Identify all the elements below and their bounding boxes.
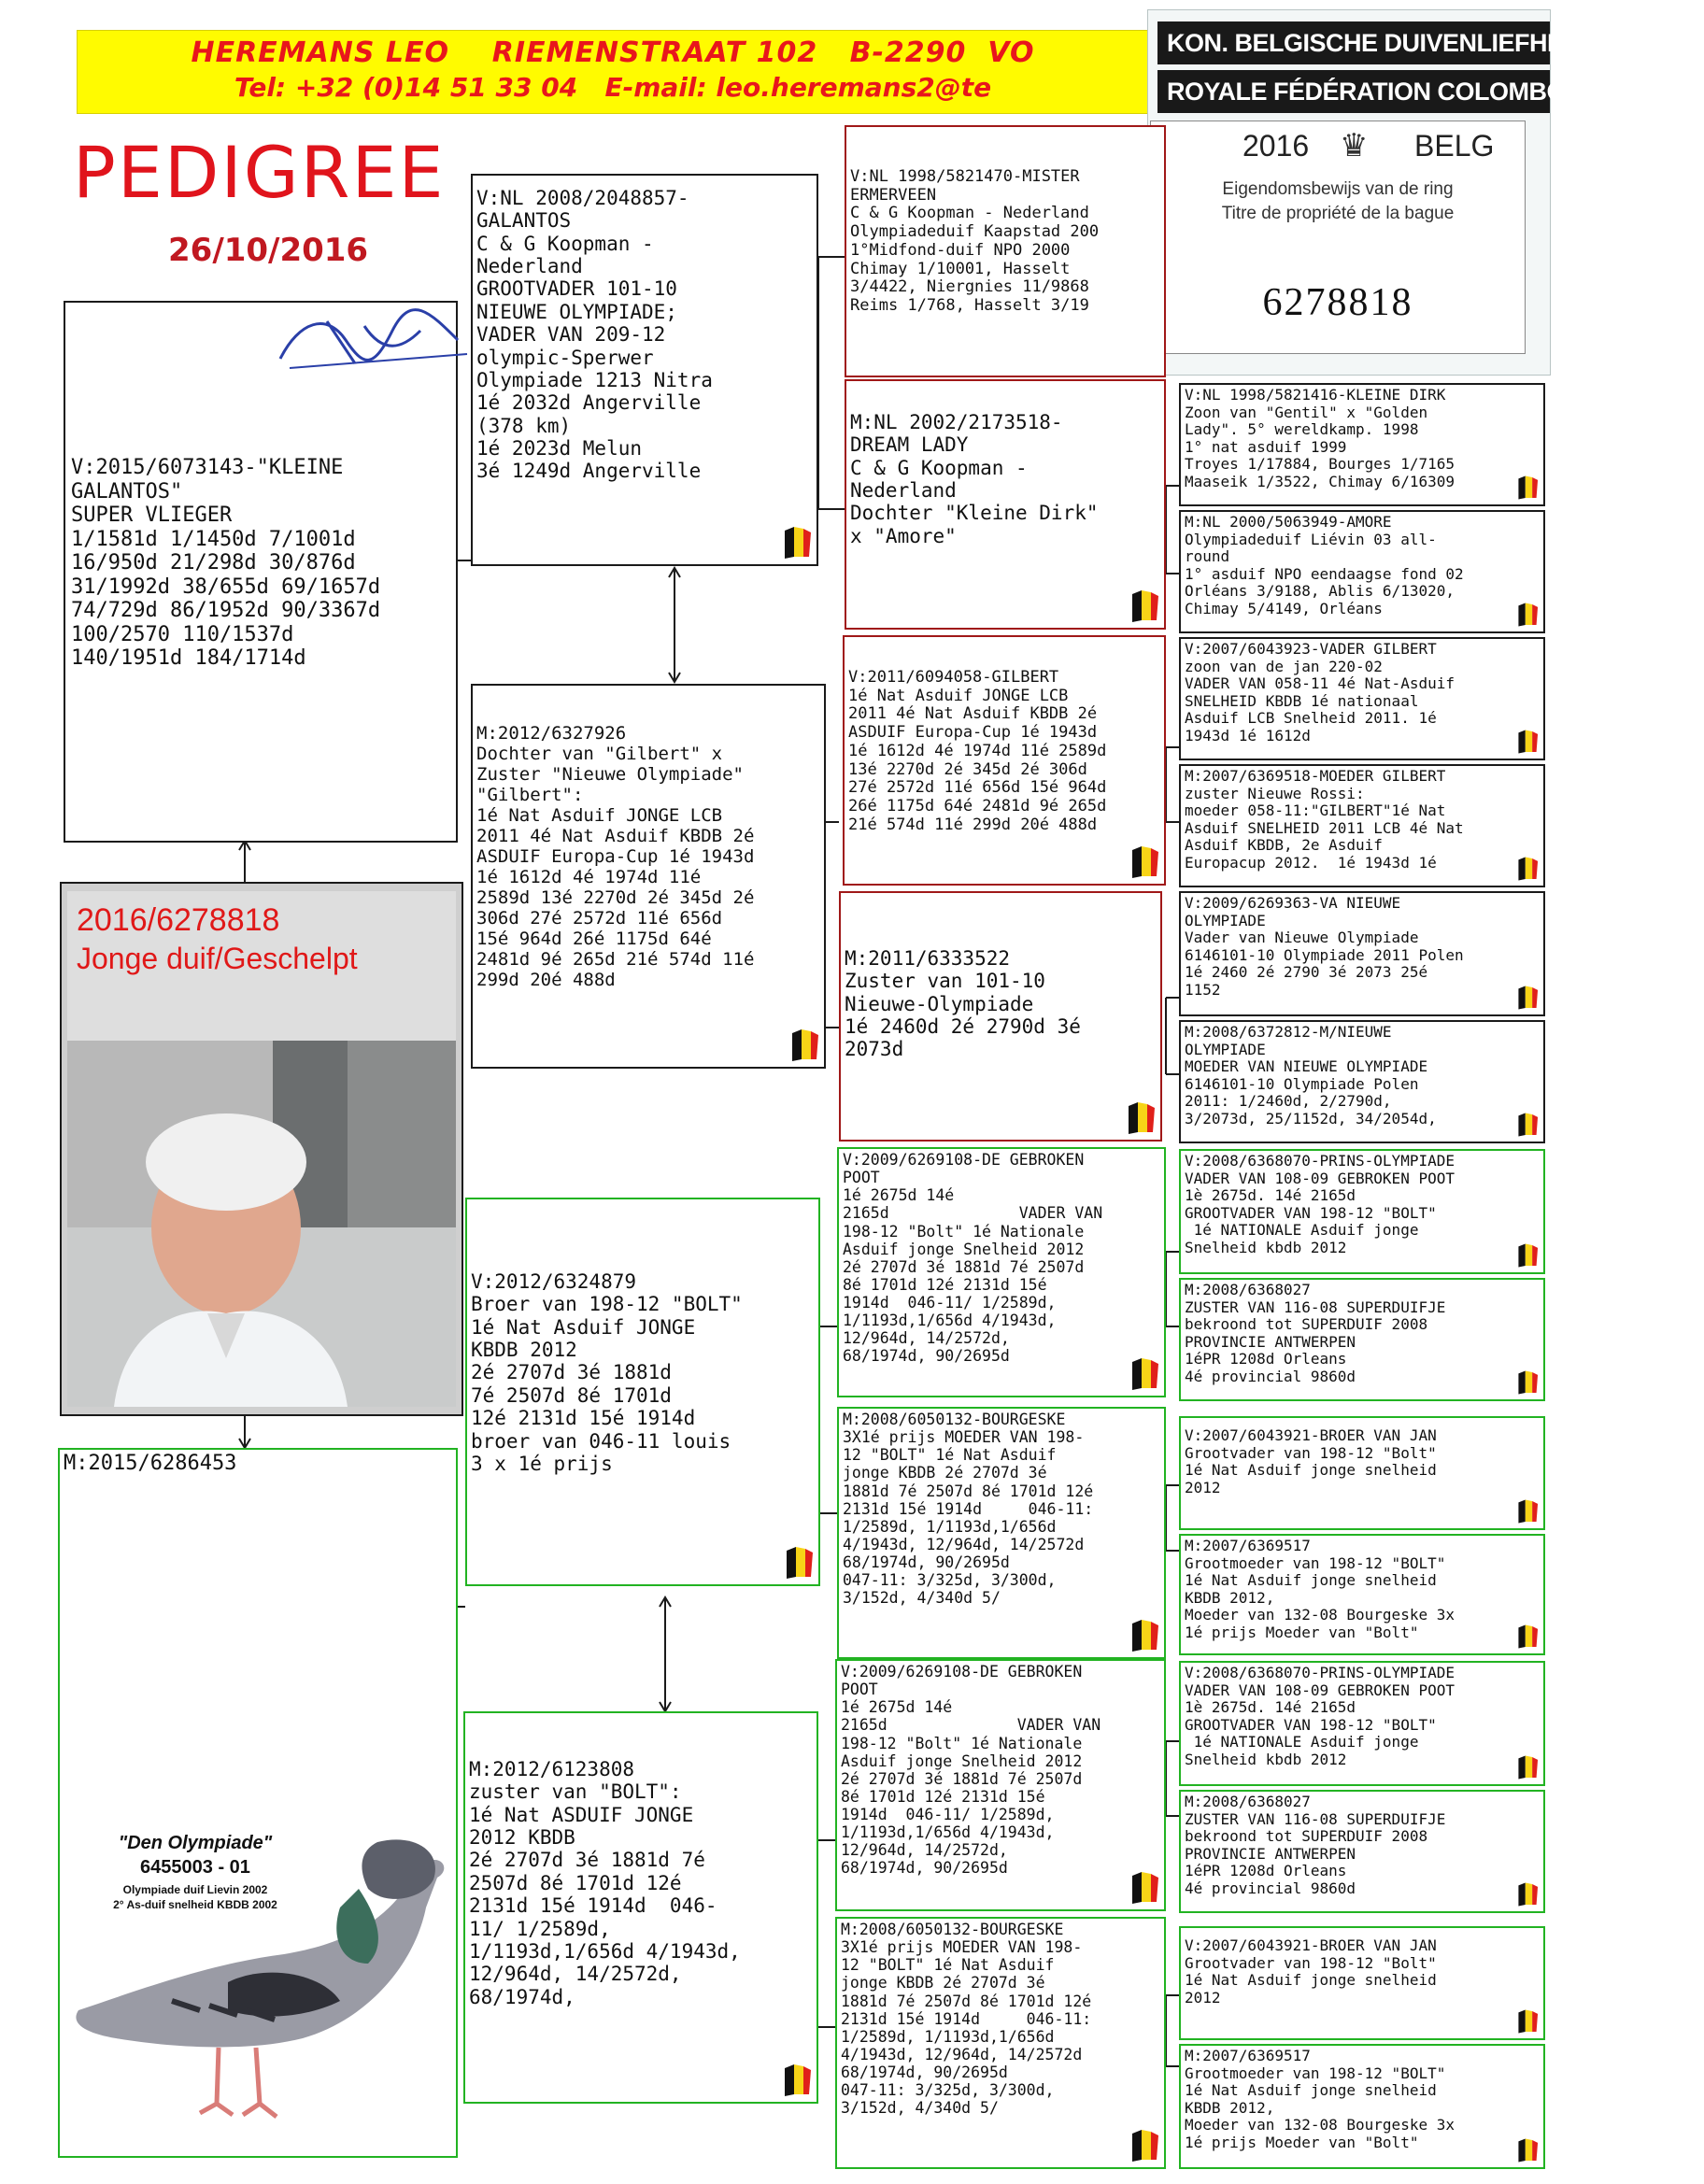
ring-country: BELG bbox=[1414, 129, 1495, 163]
belgian-flag-icon bbox=[1129, 844, 1160, 880]
olympiade-name: "Den Olympiade" bbox=[118, 1833, 273, 1853]
dd-text: M:2012/6123808 zuster van "BOLT": 1é Nat ASDUIF JONGE 2012 KBDB 2é 2707d 3é 1881d 7é 2507d 8é 1701d 12é 2131d 15é 1914d 046- 11/ 1/2589d, 1/1193d,1/656d 4/1943d, 12/964d, 14/2572d, 68/1974d, bbox=[469, 1758, 741, 2008]
g4-box-1 bbox=[1179, 383, 1545, 506]
ring-year: 2016 bbox=[1242, 129, 1310, 163]
dsd-text: M:2008/6050132-BOURGESKE 3X1é prijs MOEDER VAN 198- 12 "BOLT" 1é Nat Asduif jonge KBDB 2é 2707d 3é 1881d 7é 2507d 8é 1701d 12é 2131d 15é 1914d 046-11: 1/2589d, 1/1193d,1/656d 4/1943d, 12/964d, 14/2572d 68/1974d, 90/2695d 047-11: 3/325d, 3/300d, 3/152d, 4/340d 5/ bbox=[843, 1411, 1094, 1608]
g4-box-10 bbox=[1179, 1534, 1545, 1655]
sds-box bbox=[843, 635, 1166, 886]
g4-box-9 bbox=[1179, 1416, 1545, 1530]
ds-text: V:2012/6324879 Broer van 198-12 "BOLT" 1é Nat Asduif JONGE KBDB 2012 2é 2707d 3é 1881d 7é 2507d 8é 1701d 12é 2131d 15é 1914d broer van 046-11 louis 3 x 1é prijs bbox=[471, 1270, 743, 1475]
sdd-box bbox=[839, 891, 1162, 1142]
belgian-flag-icon bbox=[1515, 1754, 1540, 1780]
dds-text: V:2009/6269108-DE GEBROKEN POOT 1é 2675d 14é 2165d VADER VAN 198-12 "Bolt" 1é Nationale Asduif jonge Snelheid 2012 2é 2707d 3é 1881d 7é 2507d 8é 1701d 12é 2131d 15é 1914d 046-11/ 1/2589d, 1/1193d,1/656d 4/1943d, 12/964d, 14/2572d, 68/1974d, 90/2695d bbox=[841, 1663, 1101, 1878]
g4-box-3 bbox=[1179, 637, 1545, 760]
belgian-flag-icon bbox=[781, 525, 813, 560]
belgian-flag-icon bbox=[1515, 729, 1540, 755]
g4-text-11: V:2008/6368070-PRINS-OLYMPIADE VADER VAN 108-09 GEBROKEN POOT 1è 2675d. 14é 2165d GROOTVADER VAN 198-12 "BOLT" 1é NATIONALE Asduif jonge Snelheid kbdb 2012 bbox=[1185, 1664, 1455, 1768]
belgian-flag-icon bbox=[1515, 2008, 1540, 2035]
dds-box bbox=[835, 1659, 1166, 1911]
g4-text-3: V:2007/6043923-VADER GILBERT zoon van de jan 220-02 VADER VAN 058-11 4é Nat-Asduif SNELHEID KBDB 1é nationaal Asduif LCB Snelheid 2011. 1é 1943d 1é 1612d bbox=[1185, 640, 1455, 745]
belgian-flag-icon bbox=[1125, 1100, 1157, 1136]
subject-description: Jonge duif/Geschelpt bbox=[77, 942, 358, 975]
belgian-flag-icon bbox=[1515, 856, 1540, 882]
belgian-flag-icon bbox=[1515, 1112, 1540, 1138]
belgian-flag-icon bbox=[1129, 1618, 1160, 1653]
sire-box bbox=[64, 301, 458, 843]
g4-text-5: V:2009/6269363-VA NIEUWE OLYMPIADE Vader van Nieuwe Olympiade 6146101-10 Olympiade 2011 Polen 1é 2460 2é 2790 3é 2073 25é 1152 bbox=[1185, 894, 1464, 999]
g4-text-9: V:2007/6043921-BROER VAN JAN Grootvader van 198-12 "Bolt" 1é Nat Asduif jonge snelheid 2012 bbox=[1185, 1426, 1437, 1496]
signature-icon bbox=[271, 303, 476, 377]
belgian-flag-icon bbox=[1129, 1356, 1160, 1392]
g4-text-4: M:2007/6369518-MOEDER GILBERT zuster Nieuwe Rossi: moeder 058-11:"GILBERT"1é Nat Asduif SNELHEID 2011 LCB 4é Nat Asduif KBDB, 2e Asduif Europacup 2012. 1é 1943d 1é bbox=[1185, 767, 1464, 872]
belgian-flag-icon bbox=[1515, 2137, 1540, 2163]
g4-box-7 bbox=[1179, 1149, 1545, 1274]
belgian-flag-icon bbox=[1515, 1369, 1540, 1396]
page-title: PEDIGREE bbox=[73, 131, 446, 214]
g4-text-7: V:2008/6368070-PRINS-OLYMPIADE VADER VAN 108-09 GEBROKEN POOT 1è 2675d. 14é 2165d GROOTVADER VAN 198-12 "BOLT" 1é NATIONALE Asduif jonge Snelheid kbdb 2012 bbox=[1185, 1152, 1455, 1256]
olympiade-line1: Olympiade duif Lievin 2002 bbox=[122, 1883, 268, 1896]
belgian-flag-icon bbox=[1515, 602, 1540, 628]
ss-box bbox=[471, 174, 818, 566]
g4-text-13: V:2007/6043921-BROER VAN JAN Grootvader van 198-12 "Bolt" 1é Nat Asduif jonge snelheid 2012 bbox=[1185, 1936, 1437, 2007]
ssd-box bbox=[845, 379, 1166, 630]
breeder-header bbox=[77, 30, 1149, 114]
belgian-flag-icon bbox=[1515, 1242, 1540, 1269]
g4-text-10: M:2007/6369517 Grootmoeder van 198-12 "BOLT" 1é Nat Asduif jonge snelheid KBDB 2012, Moeder van 132-08 Bourgeske 3x 1é prijs Moeder van "Bolt" bbox=[1185, 1537, 1455, 1641]
g4-box-4 bbox=[1179, 764, 1545, 887]
crown-icon: ♛ bbox=[1340, 127, 1369, 164]
sd-box bbox=[471, 684, 826, 1069]
g4-text-8: M:2008/6368027 ZUSTER VAN 116-08 SUPERDUIFJE bekroond tot SUPERDUIF 2008 PROVINCIE ANTWERPEN 1éPR 1208d Orleans 4é provincial 9860d bbox=[1185, 1281, 1446, 1385]
sire-text: V:2015/6073143-"KLEINE GALANTOS" SUPER VLIEGER 1/1581d 1/1450d 7/1001d 16/950d 21/298d 30/876d 31/1992d 38/655d 69/1657d 74/729d 86/1952d 90/3367d 100/2570 110/1537d 140/1951d 184/1714d bbox=[71, 456, 381, 671]
ds-box bbox=[465, 1198, 820, 1586]
belgian-flag-icon bbox=[1129, 589, 1160, 624]
breeder-contact: Tel: +32 (0)14 51 33 04 E-mail: leo.heremans2@te bbox=[234, 72, 992, 103]
g4-text-12: M:2008/6368027 ZUSTER VAN 116-08 SUPERDUIFJE bekroond tot SUPERDUIF 2008 PROVINCIE ANTWERPEN 1éPR 1208d Orleans 4é provincial 9860d bbox=[1185, 1793, 1446, 1897]
dsd-box bbox=[837, 1407, 1166, 1659]
belgian-flag-icon bbox=[783, 1545, 815, 1581]
sd-text: M:2012/6327926 Dochter van "Gilbert" x Zuster "Nieuwe Olympiade" "Gilbert": 1é Nat Asduif JONGE LCB 2011 4é Nat Asduif KBDB 2é ASDUIF Europa-Cup 1é 1943d 1é 1612d 4é 1974d 11é 2589d 13é 2270d 2é 345d 2é 306d 27é 2572d 11é 656d 15é 964d 26é 1175d 64é 2481d 9é 265d 21é 574d 11é 299d 20é 488d bbox=[476, 723, 755, 991]
ddd-text: M:2008/6050132-BOURGESKE 3X1é prijs MOEDER VAN 198- 12 "BOLT" 1é Nat Asduif jonge KBDB 2é 2707d 3é 1881d 7é 2507d 8é 1701d 12é 2131d 15é 1914d 046-11: 1/2589d, 1/1193d,1/656d 4/1943d, 12/964d, 14/2572d 68/1974d, 90/2695d 047-11: 3/325d, 3/300d, 3/152d, 4/340d 5/ bbox=[841, 1921, 1092, 2118]
g4-box-2 bbox=[1179, 510, 1545, 633]
dam-ring: M:2015/6286453 bbox=[64, 1452, 237, 1475]
federation-name-fr: ROYALE FÉDÉRATION COLOMBOPHILE BEL bbox=[1157, 70, 1550, 113]
g4-box-14 bbox=[1179, 2044, 1545, 2169]
ssd-text: M:NL 2002/2173518- DREAM LADY C & G Koopman - Nederland Dochter "Kleine Dirk" x "Amore" bbox=[850, 411, 1099, 547]
sss-box bbox=[845, 125, 1166, 377]
breeder-address: HEREMANS LEO RIEMENSTRAAT 102 B-2290 VO bbox=[191, 36, 1035, 69]
dam-box bbox=[58, 1448, 458, 2158]
ring-ownership-card bbox=[1147, 9, 1704, 376]
belgian-flag-icon bbox=[1129, 1870, 1160, 1906]
sdd-text: M:2011/6333522 Zuster van 101-10 Nieuwe-Olympiade 1é 2460d 2é 2790d 3é 2073d bbox=[845, 947, 1081, 1061]
g4-text-2: M:NL 2000/5063949-AMORE Olympiadeduif Liévin 03 all- round 1° asduif NPO eendaagse fond 02 Orléans 3/9188, Ablis 6/13020, Chimay 5/4149, Orléans bbox=[1185, 513, 1464, 617]
belgian-flag-icon bbox=[781, 2063, 813, 2098]
dss-box bbox=[837, 1147, 1166, 1397]
olympiade-ring: 6455003 - 01 bbox=[140, 1857, 250, 1878]
belgian-flag-icon bbox=[788, 1028, 820, 1063]
sds-text: V:2011/6094058-GILBERT 1é Nat Asduif JONGE LCB 2011 4é Nat Asduif KBDB 2é ASDUIF Europa-Cup 1é 1943d 1é 1612d 4é 1974d 11é 2589d 13é 2270d 2é 345d 2é 306d 27é 2572d 11é 656d 15é 964d 26é 1175d 64é 2481d 9é 265d 21é 574d 11é 299d 20é 488d bbox=[848, 668, 1107, 834]
ring-number: 6278818 bbox=[1262, 281, 1413, 324]
subject-ring: 2016/6278818 bbox=[77, 902, 280, 938]
ss-text: V:NL 2008/2048857- GALANTOS C & G Koopman - Nederland GROOTVADER 101-10 NIEUWE OLYMPIADE; VADER VAN 209-12 olympic-Sperwer Olympiade 1213 Nitra 1é 2032d Angerville (378 km) 1é 2023d Melun 3é 1249d Angerville bbox=[476, 187, 713, 483]
g4-box-12 bbox=[1179, 1790, 1545, 1913]
belgian-flag-icon bbox=[1515, 985, 1540, 1011]
belgian-flag-icon bbox=[1129, 2128, 1160, 2163]
pedigree-date: 26/10/2016 bbox=[168, 232, 369, 269]
g4-text-14: M:2007/6369517 Grootmoeder van 198-12 "BOLT" 1é Nat Asduif jonge snelheid KBDB 2012, Moeder van 132-08 Bourgeske 3x 1é prijs Moeder van "Bolt" bbox=[1185, 2047, 1455, 2151]
olympiade-line2: 2° As-duif snelheid KBDB 2002 bbox=[113, 1898, 277, 1911]
g4-text-1: V:NL 1998/5821416-KLEINE DIRK Zoon van "Gentil" x "Golden Lady". 5° wereldkamp. 1998 1° nat asduif 1999 Troyes 1/17884, Bourges 1/7165 Maaseik 1/3522, Chimay 6/16309 bbox=[1185, 386, 1455, 490]
g4-box-8 bbox=[1179, 1278, 1545, 1401]
subject-photo-box bbox=[60, 882, 463, 1416]
belgian-flag-icon bbox=[1515, 1881, 1540, 1907]
g4-text-6: M:2008/6372812-M/NIEUWE OLYMPIADE MOEDER VAN NIEUWE OLYMPIADE 6146101-10 Olympiade Polen 2011: 1/2460d, 2/2790d, 3/2073d, 25/1152d, 34/2054d, bbox=[1185, 1023, 1437, 1127]
g4-box-5 bbox=[1179, 891, 1545, 1016]
sss-text: V:NL 1998/5821470-MISTER ERMERVEEN C & G Koopman - Nederland Olympiadeduif Kaapstad 200 1°Midfond-duif NPO 2000 Chimay 1/10001, Hasselt 3/4422, Niergnies 11/9868 Reims 1/768, Hasselt 3/19 bbox=[850, 167, 1100, 316]
dd-box bbox=[463, 1711, 818, 2104]
ddd-box bbox=[835, 1917, 1166, 2169]
pigeon-image bbox=[60, 1823, 452, 2160]
dss-text: V:2009/6269108-DE GEBROKEN POOT 1é 2675d 14é 2165d VADER VAN 198-12 "Bolt" 1é Nationale Asduif jonge Snelheid 2012 2é 2707d 3é 1881d 7é 2507d 8é 1701d 12é 2131d 15é 1914d 046-11/ 1/2589d, 1/1193d,1/656d 4/1943d, 12/964d, 14/2572d, 68/1974d, 90/2695d bbox=[843, 1151, 1103, 1366]
ownership-label-fr: Titre de propriété de la bague bbox=[1221, 204, 1455, 223]
belgian-flag-icon bbox=[1515, 1498, 1540, 1525]
ownership-label-nl: Eigendomsbewijs van de ring bbox=[1222, 179, 1454, 199]
g4-box-6 bbox=[1179, 1020, 1545, 1143]
belgian-flag-icon bbox=[1515, 475, 1540, 501]
belgian-flag-icon bbox=[1515, 1624, 1540, 1650]
g4-box-11 bbox=[1179, 1661, 1545, 1786]
federation-name-nl: KON. BELGISCHE DUIVENLIEFHEBBERSBON bbox=[1157, 21, 1550, 64]
ring-card-inner bbox=[1150, 121, 1526, 354]
g4-box-13 bbox=[1179, 1926, 1545, 2040]
